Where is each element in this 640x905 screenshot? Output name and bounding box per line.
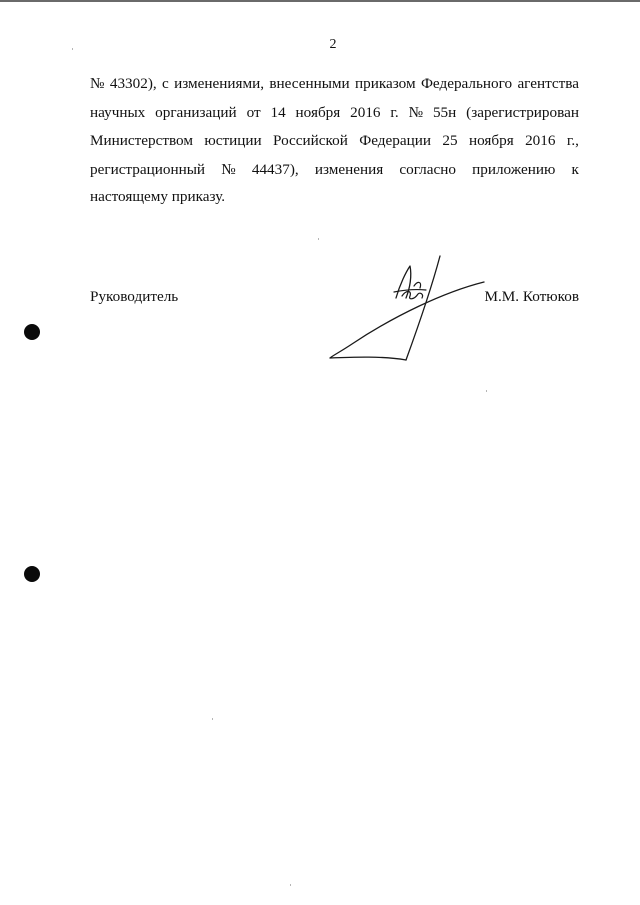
body-line-5 <box>90 189 579 207</box>
word: 14 <box>270 104 286 121</box>
word: с <box>162 75 169 92</box>
scan-speck <box>72 48 73 50</box>
scan-speck <box>318 238 319 240</box>
scan-speck <box>486 390 487 392</box>
signature-stroke <box>402 292 423 299</box>
word: Российской <box>273 132 348 149</box>
word: приказу. <box>171 188 226 205</box>
word: регистрационный <box>90 161 206 178</box>
word: Федерации <box>359 132 431 149</box>
punch-hole-lower <box>24 566 40 582</box>
word: научных <box>90 104 146 121</box>
word: 2016 <box>350 104 381 121</box>
signature-stroke <box>414 282 421 288</box>
word: г., <box>566 132 579 149</box>
word: 43302), <box>109 75 157 92</box>
word: согласно <box>399 161 456 178</box>
word: 2016 <box>525 132 556 149</box>
word: агентства <box>517 75 579 92</box>
word: ноября <box>295 104 341 121</box>
body-line-4 <box>90 162 579 180</box>
word: организаций <box>155 104 237 121</box>
signatory-title: Руководитель <box>90 288 179 305</box>
word: настоящему <box>90 188 168 205</box>
body-line-3 <box>90 133 579 151</box>
word: № <box>408 104 424 121</box>
word: № <box>90 75 105 92</box>
body-line-1 <box>90 76 579 94</box>
word: 55н <box>432 104 457 121</box>
word: 44437), <box>251 161 299 178</box>
word: внесенными <box>269 75 350 92</box>
scan-top-edge <box>0 0 640 2</box>
word: юстиции <box>204 132 262 149</box>
punch-hole-upper <box>24 324 40 340</box>
signatory-name: М.М. Котюков <box>484 288 579 305</box>
page-number: 2 <box>329 37 337 52</box>
signature-stroke <box>396 266 411 298</box>
scan-speck <box>290 884 291 886</box>
word: изменения <box>314 161 384 178</box>
word: г. <box>390 104 399 121</box>
word: к <box>571 161 579 178</box>
word: 25 <box>442 132 458 149</box>
word: № <box>221 161 236 178</box>
word: Министерством <box>90 132 193 149</box>
word: ноября <box>468 132 514 149</box>
word: изменениями, <box>174 75 265 92</box>
word: Федерального <box>420 75 513 92</box>
body-line-2 <box>90 105 579 123</box>
word: от <box>246 104 261 121</box>
word: приказом <box>355 75 416 92</box>
word: приложению <box>472 161 556 178</box>
word: (зарегистрирован <box>466 104 579 121</box>
handwritten-signature <box>324 246 494 370</box>
scan-speck <box>212 718 213 720</box>
